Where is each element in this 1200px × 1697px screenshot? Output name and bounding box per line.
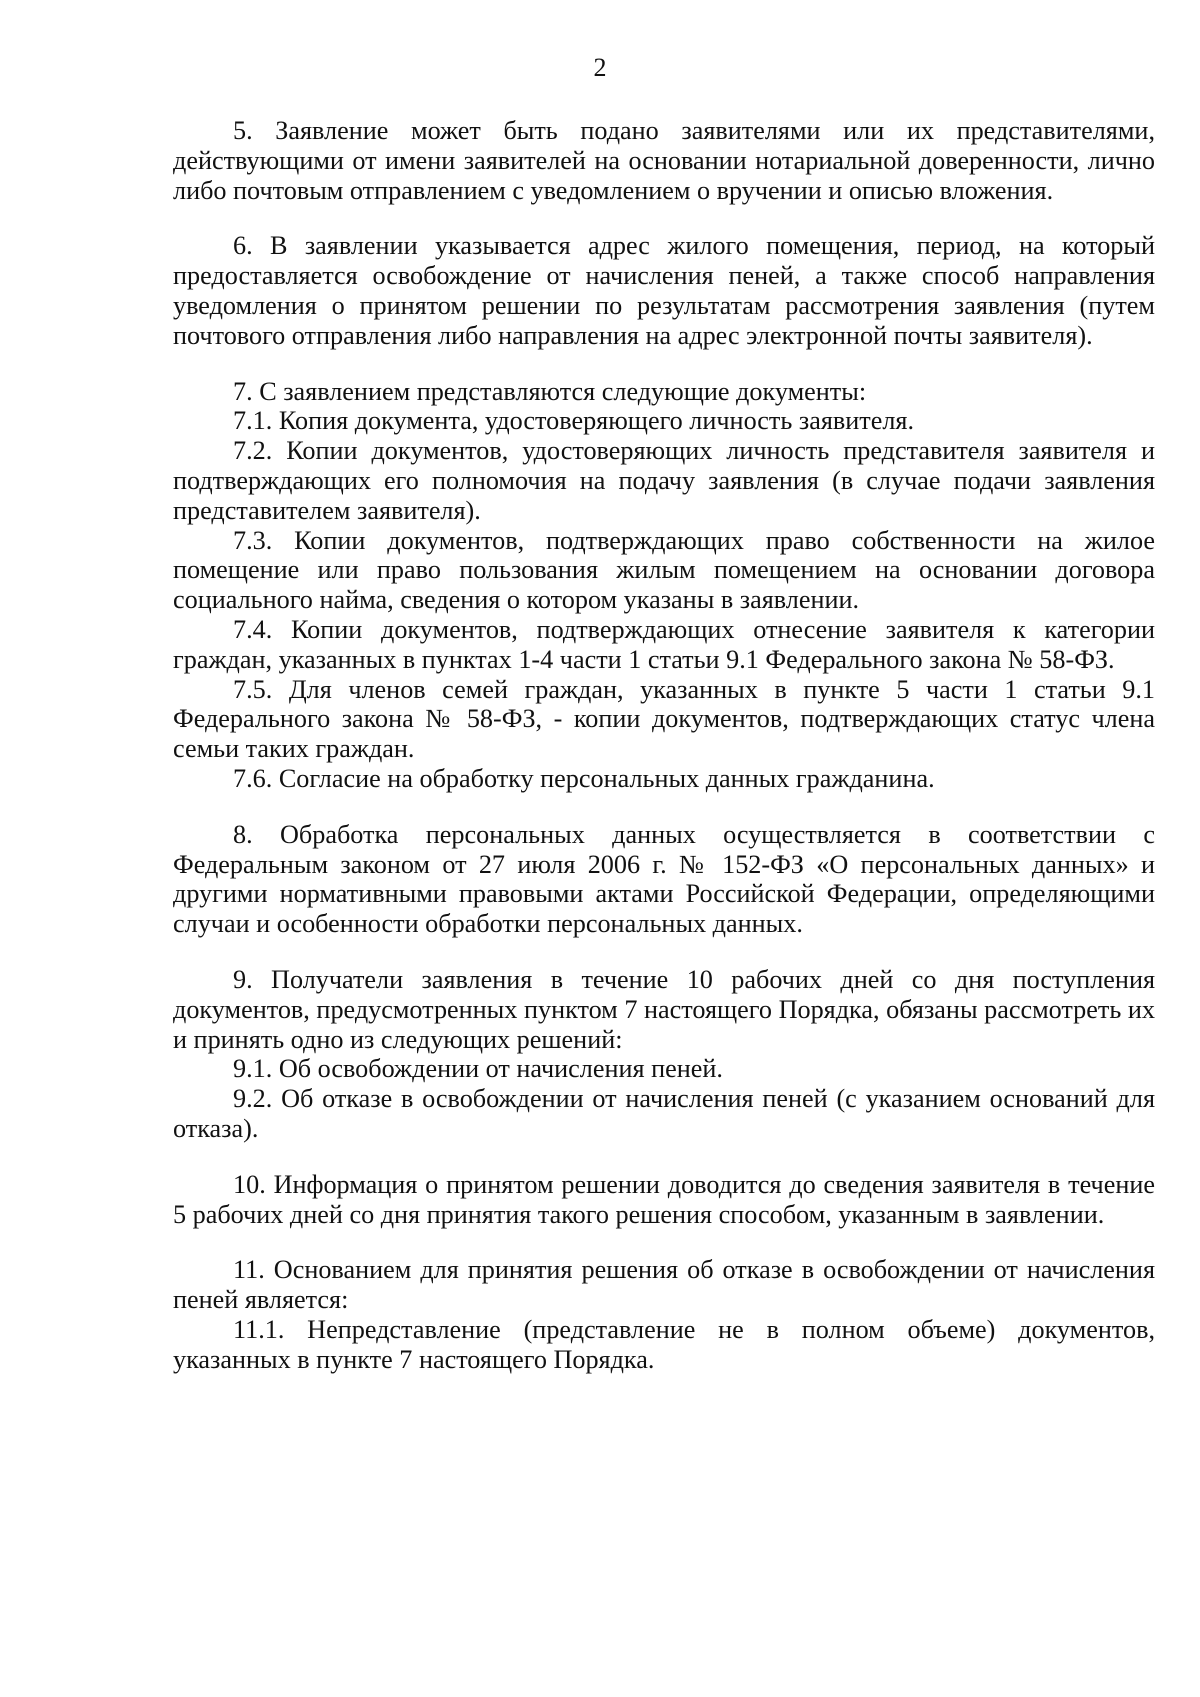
paragraph-7: 7. С заявлением представляются следующие документы: xyxy=(233,376,867,406)
paragraph-9: 9. Получатели заявления в течение 10 рабочих дней со дня поступления документов, предусмотренных пунктом 7 настоящего Порядка, обязаны рассмотреть их и принять одно из следующих решений: xyxy=(173,964,1155,1054)
paragraph-10: 10. Информация о принятом решении доводится до сведения заявителя в течение 5 рабочих дней со дня принятия такого решения способом, указанным в заявлении. xyxy=(173,1169,1155,1229)
paragraph-7-5: 7.5. Для членов семей граждан, указанных в пункте 5 части 1 статьи 9.1 Федерального закона № 58-ФЗ, - копии документов, подтверждающих статус члена семьи таких граждан. xyxy=(173,674,1155,764)
paragraph-9-2: 9.2. Об отказе в освобождении от начисления пеней (с указанием оснований для отказа). xyxy=(173,1084,1155,1143)
paragraph-7-4: 7.4. Копии документов, подтверждающих отнесение заявителя к категории граждан, указанных в пунктах 1-4 части 1 статьи 9.1 Федерального закона № 58-ФЗ. xyxy=(173,614,1155,674)
document-body xyxy=(173,116,1155,1374)
paragraph-9-1: 9.1. Об освобождении от начисления пеней. xyxy=(233,1054,723,1084)
paragraph-7-1: 7.1. Копия документа, удостоверяющего личность заявителя. xyxy=(233,406,914,436)
paragraph-7-6: 7.6. Согласие на обработку персональных данных гражданина. xyxy=(233,763,935,793)
paragraph-7-3: 7.3. Копии документов, подтверждающих право собственности на жилое помещение или право пользования жилым помещением на основании договора социального найма, сведения о котором указаны в заявлении. xyxy=(173,525,1155,615)
paragraph-6: 6. В заявлении указывается адрес жилого помещения, период, на который предоставляется освобождение от начисления пеней, а также способ направления уведомления о принятом решении по результатам рассмотрения заявления (путем почтового отправления либо направления на адрес электронной почты заявителя). xyxy=(173,231,1155,350)
paragraph-7-2: 7.2. Копии документов, удостоверяющих личность представителя заявителя и подтверждающих его полномочия на подачу заявления (в случае подачи заявления представителем заявителя). xyxy=(173,436,1155,525)
paragraph-5: 5. Заявление может быть подано заявителями или их представителями, действующими от имени заявителей на основании нотариальной доверенности, лично либо почтовым отправлением с уведомлением о вручении и описью вложения. xyxy=(173,116,1155,205)
paragraph-11: 11. Основанием для принятия решения об отказе в освобождении от начисления пеней является: xyxy=(173,1255,1155,1315)
page-number: 2 xyxy=(593,53,607,82)
paragraph-11-1: 11.1. Непредставление (представление не в полном объеме) документов, указанных в пункте 7 настоящего Порядка. xyxy=(173,1314,1155,1374)
paragraph-8: 8. Обработка персональных данных осуществляется в соответствии с Федеральным законом от 27 июля 2006 г. № 152-ФЗ «О персональных данных» и другими нормативными правовыми актами Российской Федерации, определяющими случаи и особенности обработки персональных данных. xyxy=(173,819,1155,939)
